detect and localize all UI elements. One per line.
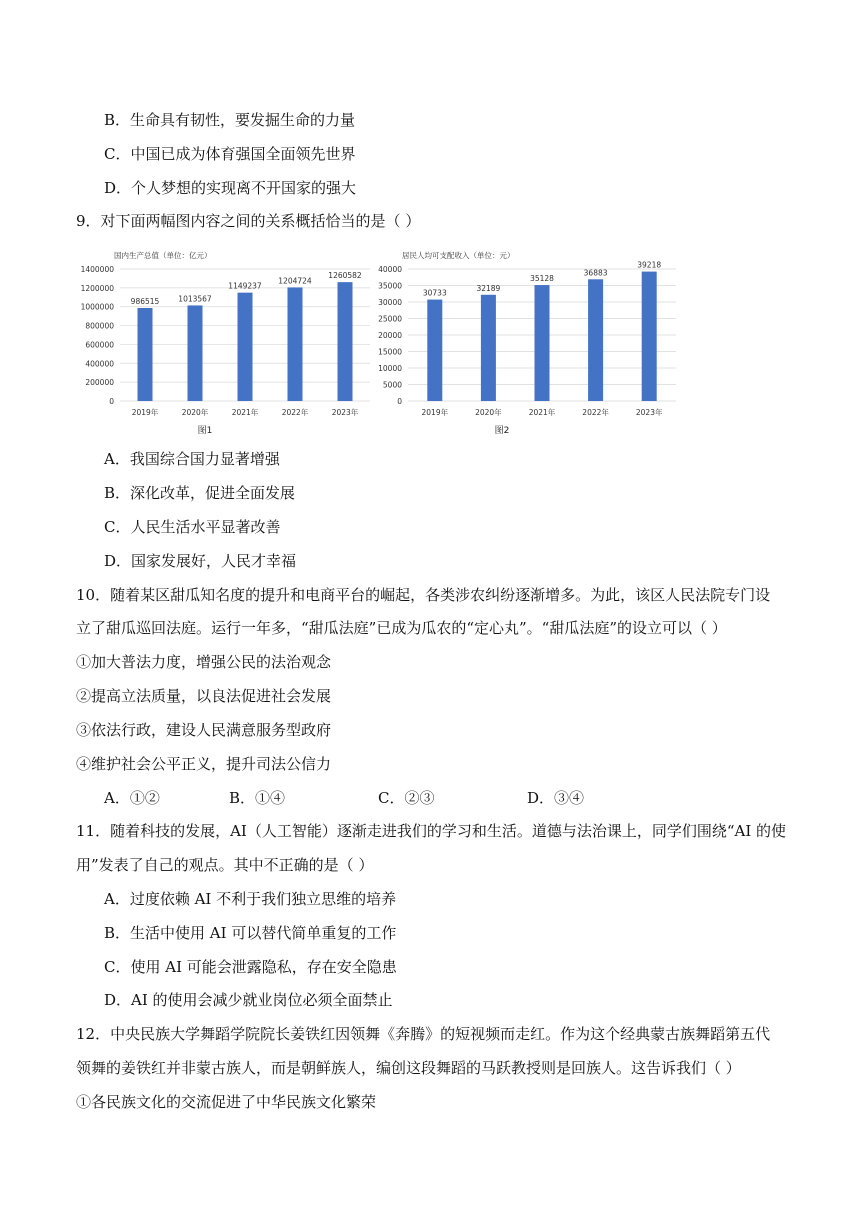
question-11-stem-line-1: 11．随着科技的发展，AI（人工智能）逐渐走进我们的学习和生活。道德与法治课上，同学们围绕“AI 的使 xyxy=(76,822,787,840)
chart-2-data-label: 30733 xyxy=(422,288,447,298)
chart-1-ytick-label: 600000 xyxy=(85,340,114,350)
chart-1-title: 国内生产总值（单位：亿元） xyxy=(114,251,212,260)
chart-1-data-label: 986515 xyxy=(130,296,160,306)
chart-1-ytick-label: 0 xyxy=(109,397,114,406)
chart-2-bar xyxy=(588,279,603,401)
chart-2-data-label: 36883 xyxy=(583,268,608,278)
chart-2-data-label: 32189 xyxy=(476,283,501,293)
chart-1-ytick-label: 1400000 xyxy=(80,265,114,274)
option-d: D．个人梦想的实现离不开国家的强大 xyxy=(104,179,357,197)
question-11-stem-line-2: 用”发表了自己的观点。其中不正确的是（ ） xyxy=(76,856,374,874)
chart-1-bar xyxy=(288,287,303,401)
chart-1-ytick-label: 1000000 xyxy=(80,302,114,312)
chart-1-xtick-label: 2023年 xyxy=(331,408,359,417)
q12-item-1: ①各民族文化的交流促进了中华民族文化繁荣 xyxy=(76,1093,377,1111)
question-9-stem: 9．对下面两幅图内容之间的关系概括恰当的是（ ） xyxy=(76,212,421,230)
q11-option-b: B．生活中使用 AI 可以替代简单重复的工作 xyxy=(104,924,397,942)
q11-option-d: D．AI 的使用会减少就业岗位必须全面禁止 xyxy=(104,991,393,1009)
chart-2 xyxy=(376,243,686,438)
chart-1-bar xyxy=(188,305,203,401)
chart-2-bar xyxy=(642,272,657,401)
chart-2-ytick-label: 20000 xyxy=(378,331,402,340)
chart-1-xtick-label: 2021年 xyxy=(231,408,259,417)
chart-1-data-label: 1204724 xyxy=(278,276,312,286)
chart-2-ytick-label: 5000 xyxy=(382,380,402,390)
chart-2-ytick-label: 0 xyxy=(397,397,402,406)
question-12-stem-line-2: 领舞的姜铁红并非蒙古族人，而是朝鲜族人，编创这段舞蹈的马跃教授则是回族人。这告诉我们（ ） xyxy=(76,1059,741,1077)
chart-1-data-label: 1149237 xyxy=(228,281,262,291)
chart-2-ytick-label: 40000 xyxy=(378,265,402,274)
q10-choice-b: B．①④ xyxy=(229,789,286,807)
q11-option-a: A．过度依赖 AI 不利于我们独立思维的培养 xyxy=(104,890,397,908)
chart-2-bar xyxy=(535,285,550,401)
chart-2-xtick-label: 2020年 xyxy=(475,408,502,417)
q11-option-c: C．使用 AI 可能会泄露隐私，存在安全隐患 xyxy=(104,958,397,976)
chart-2-bar xyxy=(481,295,496,401)
chart-1-caption: 图1 xyxy=(197,426,213,436)
q9-option-a: A．我国综合国力显著增强 xyxy=(104,450,280,468)
chart-2-ytick-label: 35000 xyxy=(378,281,402,291)
question-10-stem-line-1: 10．随着某区甜瓜知名度的提升和电商平台的崛起，各类涉农纠纷逐渐增多。为此，该区人民法院专门设 xyxy=(76,586,771,604)
q10-choices xyxy=(0,788,860,808)
chart-2-ytick-label: 10000 xyxy=(378,364,402,373)
chart-1-xtick-label: 2022年 xyxy=(281,408,309,417)
chart-1 xyxy=(80,243,380,438)
chart-2-title: 居民人均可支配收入（单位：元） xyxy=(402,251,515,260)
chart-2-caption: 图2 xyxy=(494,426,510,436)
chart-2-ytick-label: 30000 xyxy=(378,298,402,307)
chart-2-bar xyxy=(427,300,442,401)
q9-option-c: C．人民生活水平显著改善 xyxy=(104,518,281,536)
q9-option-b: B．深化改革，促进全面发展 xyxy=(104,484,296,502)
q10-item-1: ①加大普法力度，增强公民的法治观念 xyxy=(76,653,332,671)
chart-1-bar xyxy=(238,293,253,401)
chart-1-data-label: 1260582 xyxy=(328,271,362,281)
q10-item-3: ③依法行政，建设人民满意服务型政府 xyxy=(76,721,332,739)
q10-item-2: ②提高立法质量，以良法促进社会发展 xyxy=(76,687,332,705)
chart-1-xtick-label: 2019年 xyxy=(131,408,159,417)
q10-item-4: ④维护社会公平正义，提升司法公信力 xyxy=(76,755,332,773)
chart-1-data-label: 1013567 xyxy=(178,294,212,304)
chart-1-ytick-label: 400000 xyxy=(85,359,114,369)
q10-choice-c: C．②③ xyxy=(378,789,435,807)
chart-2-xtick-label: 2022年 xyxy=(582,408,609,417)
chart-1-ytick-label: 1200000 xyxy=(80,283,114,293)
chart-2-data-label: 39218 xyxy=(637,260,662,270)
chart-1-svg xyxy=(80,243,380,438)
chart-1-xtick-label: 2020年 xyxy=(181,408,209,417)
chart-2-xtick-label: 2023年 xyxy=(635,408,663,417)
chart-2-xtick-label: 2019年 xyxy=(421,408,449,417)
question-10-stem-line-2: 立了甜瓜巡回法庭。运行一年多，“甜瓜法庭”已成为瓜农的“定心丸”。“甜瓜法庭”的设立可以（ ） xyxy=(76,619,727,637)
chart-1-bar xyxy=(338,282,353,401)
q9-option-d: D．国家发展好，人民才幸福 xyxy=(104,552,297,570)
chart-1-ytick-label: 800000 xyxy=(85,321,114,331)
option-c: C．中国已成为体育强国全面领先世界 xyxy=(104,145,356,163)
q10-choice-d: D．③④ xyxy=(527,789,585,807)
option-b: B．生命具有韧性，要发掘生命的力量 xyxy=(104,111,356,129)
chart-2-svg xyxy=(376,243,686,438)
chart-2-xtick-label: 2021年 xyxy=(528,408,556,417)
chart-1-ytick-label: 200000 xyxy=(85,378,114,388)
chart-2-ytick-label: 25000 xyxy=(378,314,402,324)
q10-choice-a: A．①② xyxy=(104,789,160,807)
chart-2-ytick-label: 15000 xyxy=(378,347,402,357)
chart-2-data-label: 35128 xyxy=(530,274,554,284)
question-12-stem-line-1: 12．中央民族大学舞蹈学院院长姜铁红因领舞《奔腾》的短视频而走红。作为这个经典蒙古族舞蹈第五代 xyxy=(76,1025,771,1043)
chart-1-bar xyxy=(138,308,153,401)
